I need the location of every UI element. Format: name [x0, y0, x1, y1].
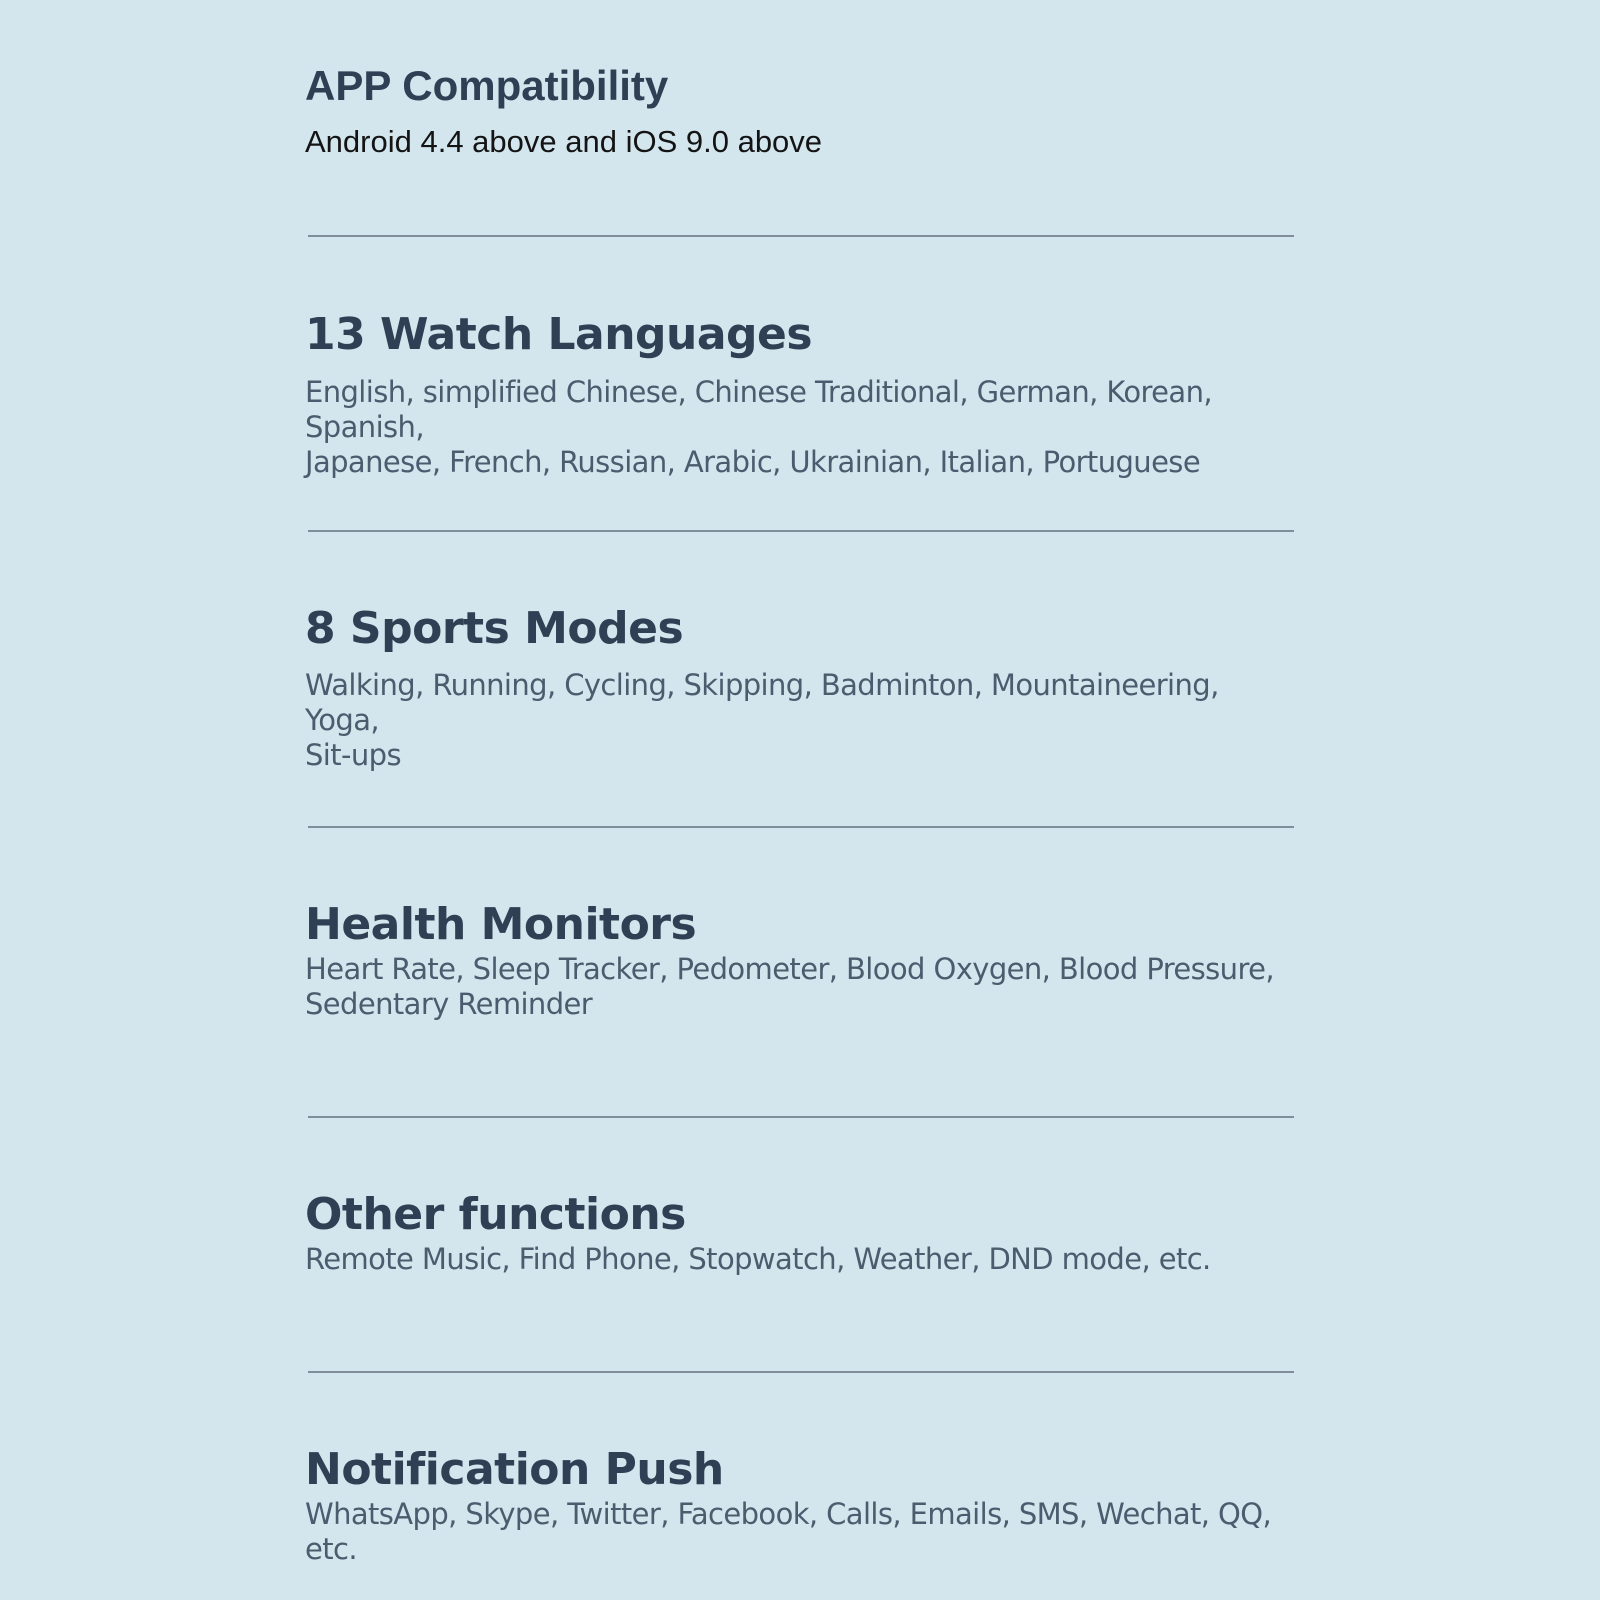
divider [308, 826, 1294, 828]
section-other-functions [305, 1190, 1295, 1277]
section-notification-push [305, 1445, 1295, 1567]
divider [308, 235, 1294, 237]
divider [308, 530, 1294, 532]
section-title: 8 Sports Modes [305, 603, 684, 654]
section-description-line: WhatsApp, Skype, Twitter, Facebook, Calls, Emails, SMS, Wechat, QQ, etc. [305, 1496, 1272, 1566]
section-description-line: Japanese, French, Russian, Arabic, Ukrainian, Italian, Portuguese [305, 444, 1201, 479]
section-health-monitors [305, 900, 1295, 1022]
section-sports-modes [305, 604, 1295, 773]
section-description-line: Heart Rate, Sleep Tracker, Pedometer, Blood Oxygen, Blood Pressure, [305, 951, 1274, 986]
section-title: Health Monitors [305, 899, 697, 950]
section-title: APP Compatibility [305, 62, 669, 109]
section-description-line: English, simplified Chinese, Chinese Traditional, German, Korean, Spanish, [305, 374, 1212, 444]
section-description-line: Remote Music, Find Phone, Stopwatch, Weather, DND mode, etc. [305, 1241, 1211, 1276]
section-title: Notification Push [305, 1444, 724, 1495]
section-title: 13 Watch Languages [305, 309, 813, 360]
divider [308, 1371, 1294, 1373]
section-app-compatibility [305, 62, 1295, 159]
section-watch-languages [305, 310, 1295, 480]
section-description-line: Sit-ups [305, 737, 401, 772]
section-description-line: Android 4.4 above and iOS 9.0 above [305, 124, 823, 160]
section-description-line: Walking, Running, Cycling, Skipping, Badminton, Mountaineering, Yoga, [305, 667, 1219, 737]
divider [308, 1116, 1294, 1118]
section-title: Other functions [305, 1189, 686, 1240]
section-description-line: Sedentary Reminder [305, 986, 593, 1021]
